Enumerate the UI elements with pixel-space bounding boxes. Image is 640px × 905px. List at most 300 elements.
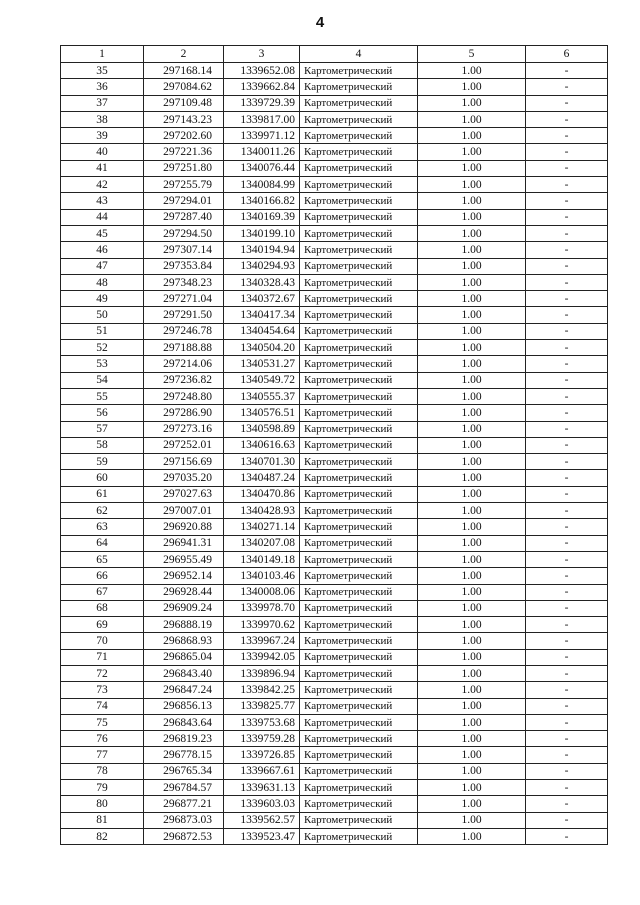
point-number-cell: 79 — [61, 780, 144, 796]
x-coordinate-cell: 297252.01 — [144, 437, 224, 453]
y-coordinate-cell: 1340207.08 — [224, 535, 300, 551]
point-number-cell: 40 — [61, 144, 144, 160]
point-number-cell: 59 — [61, 454, 144, 470]
method-cell: Картометрический — [300, 796, 418, 812]
accuracy-cell: 1.00 — [418, 470, 526, 486]
table-row — [61, 812, 608, 828]
x-coordinate-cell: 297255.79 — [144, 177, 224, 193]
x-coordinate-cell: 297251.80 — [144, 160, 224, 176]
point-number-cell: 60 — [61, 470, 144, 486]
x-coordinate-cell: 296843.40 — [144, 665, 224, 681]
accuracy-cell: 1.00 — [418, 242, 526, 258]
method-cell: Картометрический — [300, 633, 418, 649]
description-cell: - — [526, 63, 608, 79]
page-number: 4 — [315, 14, 325, 31]
table-row — [61, 633, 608, 649]
accuracy-cell: 1.00 — [418, 633, 526, 649]
table-row — [61, 356, 608, 372]
description-cell: - — [526, 568, 608, 584]
method-cell: Картометрический — [300, 682, 418, 698]
point-number-cell: 75 — [61, 714, 144, 730]
accuracy-cell: 1.00 — [418, 340, 526, 356]
column-header: 5 — [418, 46, 526, 63]
y-coordinate-cell: 1340372.67 — [224, 291, 300, 307]
accuracy-cell: 1.00 — [418, 144, 526, 160]
method-cell: Картометрический — [300, 128, 418, 144]
y-coordinate-cell: 1340103.46 — [224, 568, 300, 584]
accuracy-cell: 1.00 — [418, 372, 526, 388]
x-coordinate-cell: 297156.69 — [144, 454, 224, 470]
accuracy-cell: 1.00 — [418, 600, 526, 616]
table-row — [61, 714, 608, 730]
y-coordinate-cell: 1339978.70 — [224, 600, 300, 616]
description-cell: - — [526, 698, 608, 714]
point-number-cell: 41 — [61, 160, 144, 176]
column-header: 1 — [61, 46, 144, 63]
table-row — [61, 421, 608, 437]
table-row — [61, 193, 608, 209]
description-cell: - — [526, 437, 608, 453]
point-number-cell: 71 — [61, 649, 144, 665]
table-row — [61, 584, 608, 600]
table-row — [61, 731, 608, 747]
point-number-cell: 35 — [61, 63, 144, 79]
description-cell: - — [526, 225, 608, 241]
point-number-cell: 63 — [61, 519, 144, 535]
y-coordinate-cell: 1340454.64 — [224, 323, 300, 339]
table-row — [61, 225, 608, 241]
y-coordinate-cell: 1340271.14 — [224, 519, 300, 535]
y-coordinate-cell: 1339967.24 — [224, 633, 300, 649]
y-coordinate-cell: 1340428.93 — [224, 503, 300, 519]
description-cell: - — [526, 633, 608, 649]
description-cell: - — [526, 128, 608, 144]
x-coordinate-cell: 296888.19 — [144, 617, 224, 633]
description-cell: - — [526, 144, 608, 160]
method-cell: Картометрический — [300, 160, 418, 176]
accuracy-cell: 1.00 — [418, 79, 526, 95]
point-number-cell: 50 — [61, 307, 144, 323]
accuracy-cell: 1.00 — [418, 812, 526, 828]
accuracy-cell: 1.00 — [418, 111, 526, 127]
method-cell: Картометрический — [300, 747, 418, 763]
coordinates-table — [60, 45, 608, 845]
accuracy-cell: 1.00 — [418, 617, 526, 633]
table-row — [61, 568, 608, 584]
point-number-cell: 80 — [61, 796, 144, 812]
y-coordinate-cell: 1340470.86 — [224, 486, 300, 502]
y-coordinate-cell: 1339523.47 — [224, 828, 300, 844]
y-coordinate-cell: 1339842.25 — [224, 682, 300, 698]
accuracy-cell: 1.00 — [418, 258, 526, 274]
point-number-cell: 43 — [61, 193, 144, 209]
x-coordinate-cell: 296909.24 — [144, 600, 224, 616]
y-coordinate-cell: 1340531.27 — [224, 356, 300, 372]
table-row — [61, 665, 608, 681]
method-cell: Картометрический — [300, 600, 418, 616]
y-coordinate-cell: 1340084.99 — [224, 177, 300, 193]
accuracy-cell: 1.00 — [418, 568, 526, 584]
table-row — [61, 128, 608, 144]
x-coordinate-cell: 297168.14 — [144, 63, 224, 79]
table-row — [61, 486, 608, 502]
accuracy-cell: 1.00 — [418, 225, 526, 241]
point-number-cell: 61 — [61, 486, 144, 502]
x-coordinate-cell: 297236.82 — [144, 372, 224, 388]
x-coordinate-cell: 297035.20 — [144, 470, 224, 486]
x-coordinate-cell: 296952.14 — [144, 568, 224, 584]
description-cell: - — [526, 747, 608, 763]
description-cell: - — [526, 519, 608, 535]
description-cell: - — [526, 682, 608, 698]
description-cell: - — [526, 323, 608, 339]
x-coordinate-cell: 297007.01 — [144, 503, 224, 519]
description-cell: - — [526, 649, 608, 665]
point-number-cell: 65 — [61, 551, 144, 567]
accuracy-cell: 1.00 — [418, 780, 526, 796]
y-coordinate-cell: 1340076.44 — [224, 160, 300, 176]
table-row — [61, 63, 608, 79]
y-coordinate-cell: 1340008.06 — [224, 584, 300, 600]
accuracy-cell: 1.00 — [418, 486, 526, 502]
method-cell: Картометрический — [300, 519, 418, 535]
description-cell: - — [526, 535, 608, 551]
description-cell: - — [526, 714, 608, 730]
table-row — [61, 535, 608, 551]
method-cell: Картометрический — [300, 79, 418, 95]
accuracy-cell: 1.00 — [418, 307, 526, 323]
y-coordinate-cell: 1339970.62 — [224, 617, 300, 633]
accuracy-cell: 1.00 — [418, 193, 526, 209]
y-coordinate-cell: 1339603.03 — [224, 796, 300, 812]
description-cell: - — [526, 209, 608, 225]
accuracy-cell: 1.00 — [418, 177, 526, 193]
table-row — [61, 274, 608, 290]
point-number-cell: 72 — [61, 665, 144, 681]
table-row — [61, 649, 608, 665]
x-coordinate-cell: 297348.23 — [144, 274, 224, 290]
method-cell: Картометрический — [300, 649, 418, 665]
accuracy-cell: 1.00 — [418, 291, 526, 307]
table-row — [61, 258, 608, 274]
method-cell: Картометрический — [300, 780, 418, 796]
method-cell: Картометрический — [300, 731, 418, 747]
accuracy-cell: 1.00 — [418, 682, 526, 698]
method-cell: Картометрический — [300, 225, 418, 241]
point-number-cell: 69 — [61, 617, 144, 633]
y-coordinate-cell: 1340194.94 — [224, 242, 300, 258]
method-cell: Картометрический — [300, 617, 418, 633]
x-coordinate-cell: 297307.14 — [144, 242, 224, 258]
column-header: 4 — [300, 46, 418, 63]
point-number-cell: 39 — [61, 128, 144, 144]
description-cell: - — [526, 258, 608, 274]
description-cell: - — [526, 193, 608, 209]
table-row — [61, 828, 608, 844]
accuracy-cell: 1.00 — [418, 519, 526, 535]
accuracy-cell: 1.00 — [418, 274, 526, 290]
accuracy-cell: 1.00 — [418, 714, 526, 730]
method-cell: Картометрический — [300, 584, 418, 600]
y-coordinate-cell: 1340487.24 — [224, 470, 300, 486]
point-number-cell: 68 — [61, 600, 144, 616]
y-coordinate-cell: 1339753.68 — [224, 714, 300, 730]
point-number-cell: 48 — [61, 274, 144, 290]
y-coordinate-cell: 1339971.12 — [224, 128, 300, 144]
y-coordinate-cell: 1339825.77 — [224, 698, 300, 714]
description-cell: - — [526, 584, 608, 600]
point-number-cell: 57 — [61, 421, 144, 437]
method-cell: Картометрический — [300, 535, 418, 551]
method-cell: Картометрический — [300, 63, 418, 79]
y-coordinate-cell: 1340294.93 — [224, 258, 300, 274]
point-number-cell: 47 — [61, 258, 144, 274]
method-cell: Картометрический — [300, 421, 418, 437]
description-cell: - — [526, 405, 608, 421]
x-coordinate-cell: 297291.50 — [144, 307, 224, 323]
x-coordinate-cell: 296778.15 — [144, 747, 224, 763]
y-coordinate-cell: 1339662.84 — [224, 79, 300, 95]
x-coordinate-cell: 296955.49 — [144, 551, 224, 567]
x-coordinate-cell: 296872.53 — [144, 828, 224, 844]
x-coordinate-cell: 297294.50 — [144, 225, 224, 241]
table-row — [61, 242, 608, 258]
table-row — [61, 763, 608, 779]
table-row — [61, 551, 608, 567]
table-row — [61, 519, 608, 535]
description-cell: - — [526, 600, 608, 616]
point-number-cell: 58 — [61, 437, 144, 453]
point-number-cell: 64 — [61, 535, 144, 551]
method-cell: Картометрический — [300, 470, 418, 486]
column-header: 2 — [144, 46, 224, 63]
description-cell: - — [526, 763, 608, 779]
y-coordinate-cell: 1339759.28 — [224, 731, 300, 747]
method-cell: Картометрический — [300, 193, 418, 209]
point-number-cell: 77 — [61, 747, 144, 763]
point-number-cell: 55 — [61, 388, 144, 404]
y-coordinate-cell: 1340504.20 — [224, 340, 300, 356]
point-number-cell: 36 — [61, 79, 144, 95]
point-number-cell: 56 — [61, 405, 144, 421]
y-coordinate-cell: 1339631.13 — [224, 780, 300, 796]
y-coordinate-cell: 1339667.61 — [224, 763, 300, 779]
accuracy-cell: 1.00 — [418, 437, 526, 453]
table-row — [61, 796, 608, 812]
description-cell: - — [526, 307, 608, 323]
method-cell: Картометрический — [300, 242, 418, 258]
table-row — [61, 682, 608, 698]
description-cell: - — [526, 388, 608, 404]
y-coordinate-cell: 1339896.94 — [224, 665, 300, 681]
x-coordinate-cell: 296784.57 — [144, 780, 224, 796]
description-cell: - — [526, 242, 608, 258]
description-cell: - — [526, 617, 608, 633]
x-coordinate-cell: 297246.78 — [144, 323, 224, 339]
table-row — [61, 698, 608, 714]
point-number-cell: 53 — [61, 356, 144, 372]
y-coordinate-cell: 1340328.43 — [224, 274, 300, 290]
method-cell: Картометрический — [300, 111, 418, 127]
method-cell: Картометрический — [300, 291, 418, 307]
x-coordinate-cell: 297287.40 — [144, 209, 224, 225]
point-number-cell: 73 — [61, 682, 144, 698]
description-cell: - — [526, 111, 608, 127]
table-row — [61, 503, 608, 519]
description-cell: - — [526, 780, 608, 796]
table-header-row — [61, 46, 608, 63]
table-row — [61, 340, 608, 356]
accuracy-cell: 1.00 — [418, 63, 526, 79]
description-cell: - — [526, 486, 608, 502]
method-cell: Картометрический — [300, 405, 418, 421]
description-cell: - — [526, 731, 608, 747]
point-number-cell: 70 — [61, 633, 144, 649]
table-row — [61, 470, 608, 486]
accuracy-cell: 1.00 — [418, 763, 526, 779]
y-coordinate-cell: 1340169.39 — [224, 209, 300, 225]
table-row — [61, 747, 608, 763]
method-cell: Картометрический — [300, 177, 418, 193]
x-coordinate-cell: 297221.36 — [144, 144, 224, 160]
x-coordinate-cell: 296873.03 — [144, 812, 224, 828]
description-cell: - — [526, 665, 608, 681]
description-cell: - — [526, 356, 608, 372]
accuracy-cell: 1.00 — [418, 535, 526, 551]
y-coordinate-cell: 1340199.10 — [224, 225, 300, 241]
y-coordinate-cell: 1339729.39 — [224, 95, 300, 111]
accuracy-cell: 1.00 — [418, 551, 526, 567]
table-row — [61, 600, 608, 616]
description-cell: - — [526, 160, 608, 176]
column-header: 3 — [224, 46, 300, 63]
x-coordinate-cell: 296843.64 — [144, 714, 224, 730]
method-cell: Картометрический — [300, 356, 418, 372]
method-cell: Картометрический — [300, 372, 418, 388]
point-number-cell: 67 — [61, 584, 144, 600]
x-coordinate-cell: 297084.62 — [144, 79, 224, 95]
accuracy-cell: 1.00 — [418, 454, 526, 470]
x-coordinate-cell: 297271.04 — [144, 291, 224, 307]
description-cell: - — [526, 340, 608, 356]
x-coordinate-cell: 297273.16 — [144, 421, 224, 437]
method-cell: Картометрический — [300, 307, 418, 323]
x-coordinate-cell: 297353.84 — [144, 258, 224, 274]
x-coordinate-cell: 297248.80 — [144, 388, 224, 404]
accuracy-cell: 1.00 — [418, 665, 526, 681]
table-row — [61, 209, 608, 225]
x-coordinate-cell: 296941.31 — [144, 535, 224, 551]
point-number-cell: 66 — [61, 568, 144, 584]
description-cell: - — [526, 177, 608, 193]
point-number-cell: 78 — [61, 763, 144, 779]
x-coordinate-cell: 297109.48 — [144, 95, 224, 111]
x-coordinate-cell: 296877.21 — [144, 796, 224, 812]
method-cell: Картометрический — [300, 274, 418, 290]
point-number-cell: 54 — [61, 372, 144, 388]
method-cell: Картометрический — [300, 551, 418, 567]
point-number-cell: 46 — [61, 242, 144, 258]
point-number-cell: 81 — [61, 812, 144, 828]
y-coordinate-cell: 1340555.37 — [224, 388, 300, 404]
method-cell: Картометрический — [300, 340, 418, 356]
accuracy-cell: 1.00 — [418, 698, 526, 714]
y-coordinate-cell: 1340576.51 — [224, 405, 300, 421]
accuracy-cell: 1.00 — [418, 95, 526, 111]
x-coordinate-cell: 297188.88 — [144, 340, 224, 356]
method-cell: Картометрический — [300, 568, 418, 584]
x-coordinate-cell: 296928.44 — [144, 584, 224, 600]
x-coordinate-cell: 297143.23 — [144, 111, 224, 127]
table-row — [61, 388, 608, 404]
y-coordinate-cell: 1340149.18 — [224, 551, 300, 567]
y-coordinate-cell: 1340616.63 — [224, 437, 300, 453]
method-cell: Картометрический — [300, 258, 418, 274]
description-cell: - — [526, 79, 608, 95]
point-number-cell: 44 — [61, 209, 144, 225]
accuracy-cell: 1.00 — [418, 405, 526, 421]
method-cell: Картометрический — [300, 698, 418, 714]
method-cell: Картометрический — [300, 454, 418, 470]
y-coordinate-cell: 1340598.89 — [224, 421, 300, 437]
method-cell: Картометрический — [300, 812, 418, 828]
table-row — [61, 617, 608, 633]
table-row — [61, 144, 608, 160]
y-coordinate-cell: 1340011.26 — [224, 144, 300, 160]
accuracy-cell: 1.00 — [418, 421, 526, 437]
table-body — [61, 63, 608, 845]
method-cell: Картометрический — [300, 503, 418, 519]
description-cell: - — [526, 470, 608, 486]
x-coordinate-cell: 297214.06 — [144, 356, 224, 372]
accuracy-cell: 1.00 — [418, 584, 526, 600]
description-cell: - — [526, 372, 608, 388]
y-coordinate-cell: 1339562.57 — [224, 812, 300, 828]
table-row — [61, 307, 608, 323]
accuracy-cell: 1.00 — [418, 209, 526, 225]
point-number-cell: 45 — [61, 225, 144, 241]
y-coordinate-cell: 1340549.72 — [224, 372, 300, 388]
method-cell: Картометрический — [300, 95, 418, 111]
x-coordinate-cell: 296868.93 — [144, 633, 224, 649]
description-cell: - — [526, 828, 608, 844]
x-coordinate-cell: 297202.60 — [144, 128, 224, 144]
x-coordinate-cell: 297294.01 — [144, 193, 224, 209]
x-coordinate-cell: 296765.34 — [144, 763, 224, 779]
point-number-cell: 62 — [61, 503, 144, 519]
accuracy-cell: 1.00 — [418, 731, 526, 747]
y-coordinate-cell: 1340701.30 — [224, 454, 300, 470]
table-row — [61, 177, 608, 193]
description-cell: - — [526, 551, 608, 567]
description-cell: - — [526, 95, 608, 111]
table-row — [61, 160, 608, 176]
x-coordinate-cell: 297027.63 — [144, 486, 224, 502]
method-cell: Картометрический — [300, 714, 418, 730]
description-cell: - — [526, 454, 608, 470]
method-cell: Картометрический — [300, 486, 418, 502]
x-coordinate-cell: 296847.24 — [144, 682, 224, 698]
accuracy-cell: 1.00 — [418, 503, 526, 519]
y-coordinate-cell: 1340417.34 — [224, 307, 300, 323]
description-cell: - — [526, 274, 608, 290]
method-cell: Картометрический — [300, 437, 418, 453]
column-header: 6 — [526, 46, 608, 63]
accuracy-cell: 1.00 — [418, 828, 526, 844]
x-coordinate-cell: 296865.04 — [144, 649, 224, 665]
method-cell: Картометрический — [300, 763, 418, 779]
method-cell: Картометрический — [300, 323, 418, 339]
